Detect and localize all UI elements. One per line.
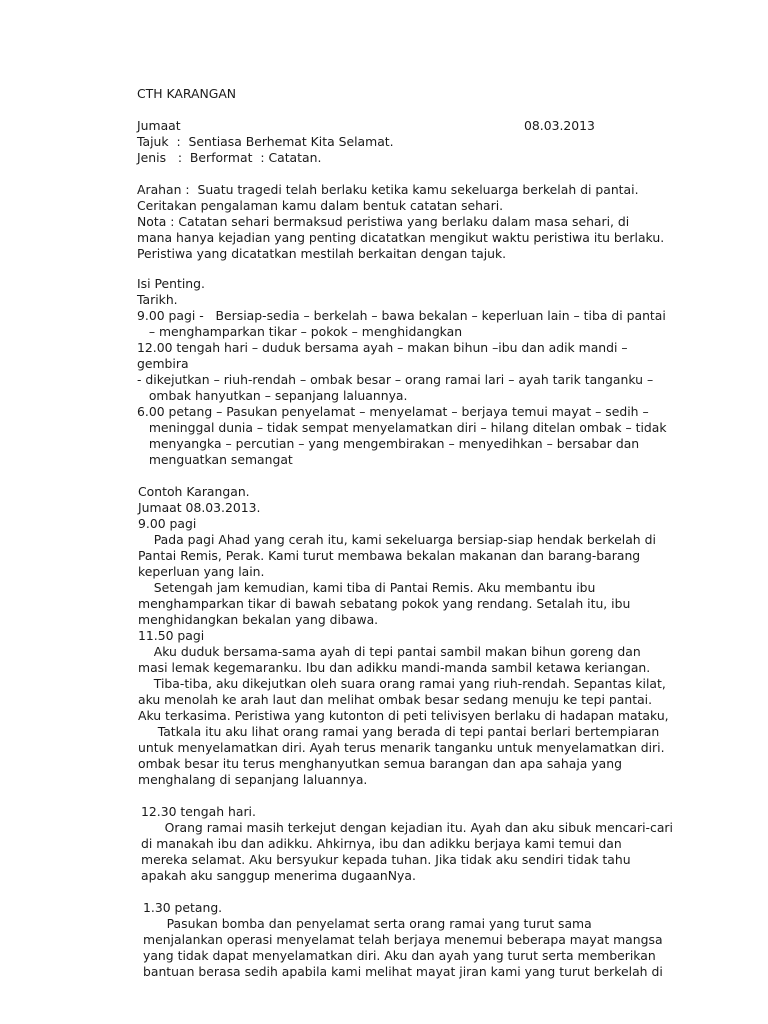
contoh-line: Pada pagi Ahad yang cerah itu, kami sekeluarga bersiap-siap hendak berkelah di — [138, 532, 656, 547]
isi-penting-line: 9.00 pagi - Bersiap-sedia – berkelah – bawa bekalan – keperluan lain – tiba di pantai — [137, 308, 666, 323]
contoh-line: Contoh Karangan. — [138, 484, 250, 499]
isi-penting-line: 6.00 petang – Pasukan penyelamat – menyelamat – berjaya temui mayat – sedih – — [137, 404, 649, 419]
isi-penting-line: menguatkan semangat — [137, 452, 293, 467]
section-1230-line: di manakah ibu dan adikku. Ahkirnya, ibu dan adikku berjaya kami temui dan — [141, 836, 622, 851]
isi-penting-line: menyangka – percutian – yang mengembirakan – menyedihkan – bersabar dan — [137, 436, 640, 451]
isi-penting-line: – menghamparkan tikar – pokok – menghidangkan — [137, 324, 463, 339]
contoh-line: Jumaat 08.03.2013. — [138, 500, 261, 515]
contoh-line: untuk menyelamatkan diri. Ayah terus menarik tanganku untuk menyelamatkan diri. — [138, 740, 665, 755]
section-1230-line: 12.30 tengah hari. — [141, 804, 256, 819]
contoh-line: ombak besar itu terus menghanyutkan semua barangan dan apa sahaja yang — [138, 756, 622, 771]
isi-penting-line: 12.00 tengah hari – duduk bersama ayah – makan bihun –ibu dan adik mandi – — [137, 340, 628, 355]
contoh-line: Aku terkasima. Peristiwa yang kutonton di peti telivisyen berlaku di hadapan mataku, — [138, 708, 669, 723]
contoh-line: Tiba-tiba, aku dikejutkan oleh suara orang ramai yang riuh-rendah. Sepantas kilat, — [138, 676, 666, 691]
isi-penting-line: gembira — [137, 356, 189, 371]
contoh-line: 9.00 pagi — [138, 516, 197, 531]
isi-penting-line: Isi Penting. — [137, 276, 205, 291]
section-1230-line: mereka selamat. Aku bersyukur kepada tuhan. Jika tidak aku sendiri tidak tahu — [141, 852, 631, 867]
isi-penting-line: - dikejutkan – riuh-rendah – ombak besar – orang ramai lari – ayah tarik tanganku – — [137, 372, 654, 387]
jenis-line: Jenis : Berformat : Catatan. — [137, 150, 322, 165]
contoh-line: menghidangkan bekalan yang dibawa. — [138, 612, 379, 627]
arahan-line: Peristiwa yang dicatatkan mestilah berkaitan dengan tajuk. — [137, 246, 507, 261]
tajuk-line: Tajuk : Sentiasa Berhemat Kita Selamat. — [137, 134, 394, 149]
contoh-line: masi lemak kegemaranku. Ibu dan adikku mandi-manda sambil ketawa keriangan. — [138, 660, 651, 675]
arahan-line: Nota : Catatan sehari bermaksud peristiwa yang berlaku dalam masa sehari, di — [137, 214, 630, 229]
isi-penting-line: Tarikh. — [137, 292, 178, 307]
section-1230-line: apakah aku sanggup menerima dugaanNya. — [141, 868, 416, 883]
contoh-line: menghamparkan tikar di bawah sebatang pokok yang rendang. Setalah itu, ibu — [138, 596, 631, 611]
contoh-line: 11.50 pagi — [138, 628, 205, 643]
arahan-line: Arahan : Suatu tragedi telah berlaku ketika kamu sekeluarga berkelah di pantai. — [137, 182, 639, 197]
section-130-line: bantuan berasa sedih apabila kami melihat mayat jiran kami yang turut berkelah di — [143, 964, 663, 979]
contoh-line: keperluan yang lain. — [138, 564, 265, 579]
date-label: 08.03.2013 — [524, 118, 595, 133]
contoh-line: aku menolah ke arah laut dan melihat ombak besar sedang menuju ke tepi pantai. — [138, 692, 653, 707]
isi-penting-line: ombak hanyutkan – sepanjang laluannya. — [137, 388, 408, 403]
contoh-line: Setengah jam kemudian, kami tiba di Pantai Remis. Aku membantu ibu — [138, 580, 596, 595]
section-1230-line: Orang ramai masih terkejut dengan kejadian itu. Ayah dan aku sibuk mencari-cari — [141, 820, 673, 835]
section-130-line: menjalankan operasi menyelamat telah berjaya menemui beberapa mayat mangsa — [143, 932, 663, 947]
isi-penting-line: meninggal dunia – tidak sempat menyelamatkan diri – hilang ditelan ombak – tidak — [137, 420, 667, 435]
contoh-line: Pantai Remis, Perak. Kami turut membawa bekalan makanan dan barang-barang — [138, 548, 641, 563]
arahan-line: mana hanya kejadian yang penting dicatatkan mengikut waktu peristiwa itu berlaku. — [137, 230, 665, 245]
contoh-line: Aku duduk bersama-sama ayah di tepi pantai sambil makan bihun goreng dan — [138, 644, 641, 659]
contoh-line: Tatkala itu aku lihat orang ramai yang berada di tepi pantai berlari bertempiaran — [138, 724, 660, 739]
document-heading: CTH KARANGAN — [137, 86, 237, 101]
day-label: Jumaat — [137, 118, 181, 133]
section-130-line: 1.30 petang. — [143, 900, 223, 915]
contoh-line: menghalang di sepanjang laluannya. — [138, 772, 368, 787]
section-130-line: Pasukan bomba dan penyelamat serta orang ramai yang turut sama — [143, 916, 592, 931]
arahan-line: Ceritakan pengalaman kamu dalam bentuk catatan sehari. — [137, 198, 504, 213]
section-130-line: yang tidak dapat menyelamatkan diri. Aku dan ayah yang turut serta memberikan — [143, 948, 656, 963]
